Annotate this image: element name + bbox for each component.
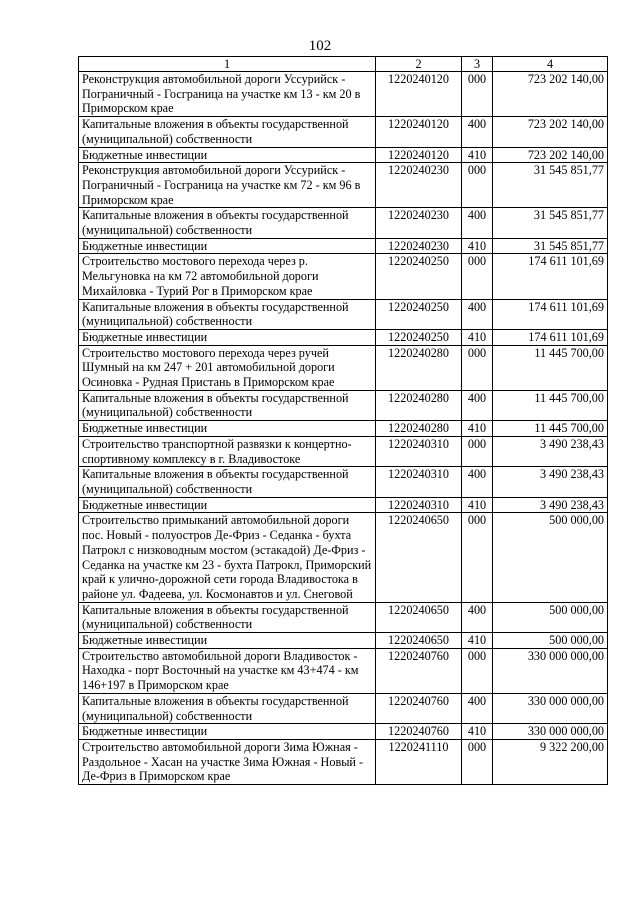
row-description: Строительство транспортной развязки к концертно-спортивному комплексу в г. Владивостоке bbox=[79, 436, 376, 466]
row-amount: 174 611 101,69 bbox=[493, 299, 608, 329]
row-expense-type: 400 bbox=[462, 299, 493, 329]
row-target-code: 1220241110 bbox=[376, 739, 462, 784]
row-target-code: 1220240310 bbox=[376, 467, 462, 497]
row-amount: 500 000,00 bbox=[493, 602, 608, 632]
row-description: Капитальные вложения в объекты государственной (муниципальной) собственности bbox=[79, 208, 376, 238]
table-row bbox=[79, 724, 608, 740]
row-expense-type: 410 bbox=[462, 329, 493, 345]
column-header: 2 bbox=[376, 57, 462, 72]
row-description: Бюджетные инвестиции bbox=[79, 724, 376, 740]
table-row bbox=[79, 648, 608, 693]
row-amount: 3 490 238,43 bbox=[493, 497, 608, 513]
row-target-code: 1220240120 bbox=[376, 117, 462, 147]
row-description: Бюджетные инвестиции bbox=[79, 497, 376, 513]
row-expense-type: 000 bbox=[462, 72, 493, 117]
row-target-code: 1220240650 bbox=[376, 602, 462, 632]
row-amount: 11 445 700,00 bbox=[493, 421, 608, 437]
row-amount: 11 445 700,00 bbox=[493, 390, 608, 420]
table-row bbox=[79, 299, 608, 329]
table-row bbox=[79, 345, 608, 390]
table-row bbox=[79, 633, 608, 649]
page-number: 102 bbox=[308, 38, 332, 54]
row-description: Бюджетные инвестиции bbox=[79, 147, 376, 163]
row-expense-type: 000 bbox=[462, 436, 493, 466]
row-expense-type: 000 bbox=[462, 648, 493, 693]
row-target-code: 1220240650 bbox=[376, 633, 462, 649]
row-amount: 31 545 851,77 bbox=[493, 208, 608, 238]
row-amount: 500 000,00 bbox=[493, 633, 608, 649]
table-row bbox=[79, 208, 608, 238]
row-target-code: 1220240280 bbox=[376, 345, 462, 390]
row-amount: 3 490 238,43 bbox=[493, 467, 608, 497]
row-target-code: 1220240250 bbox=[376, 254, 462, 299]
table-header-row bbox=[79, 57, 608, 72]
table-row bbox=[79, 497, 608, 513]
row-amount: 330 000 000,00 bbox=[493, 724, 608, 740]
column-header: 1 bbox=[79, 57, 376, 72]
row-expense-type: 000 bbox=[462, 254, 493, 299]
row-expense-type: 410 bbox=[462, 724, 493, 740]
row-description: Бюджетные инвестиции bbox=[79, 329, 376, 345]
row-description: Капитальные вложения в объекты государственной (муниципальной) собственности bbox=[79, 693, 376, 723]
table-row bbox=[79, 693, 608, 723]
row-description: Капитальные вложения в объекты государственной (муниципальной) собственности bbox=[79, 467, 376, 497]
row-description: Реконструкция автомобильной дороги Уссурийск - Пограничный - Госграница на участке км 72 - км 96 в Приморском крае bbox=[79, 163, 376, 208]
table-row bbox=[79, 467, 608, 497]
row-target-code: 1220240760 bbox=[376, 724, 462, 740]
row-expense-type: 000 bbox=[462, 163, 493, 208]
row-target-code: 1220240230 bbox=[376, 208, 462, 238]
row-expense-type: 400 bbox=[462, 117, 493, 147]
row-description: Капитальные вложения в объекты государственной (муниципальной) собственности bbox=[79, 602, 376, 632]
table-row bbox=[79, 254, 608, 299]
row-amount: 723 202 140,00 bbox=[493, 147, 608, 163]
table-row bbox=[79, 147, 608, 163]
row-description: Реконструкция автомобильной дороги Уссурийск - Пограничный - Госграница на участке км 13 - км 20 в Приморском крае bbox=[79, 72, 376, 117]
table-row bbox=[79, 390, 608, 420]
table-row bbox=[79, 421, 608, 437]
row-expense-type: 410 bbox=[462, 421, 493, 437]
row-amount: 723 202 140,00 bbox=[493, 117, 608, 147]
row-target-code: 1220240250 bbox=[376, 329, 462, 345]
row-target-code: 1220240230 bbox=[376, 163, 462, 208]
row-description: Строительство автомобильной дороги Зима Южная - Раздольное - Хасан на участке Зима Южная - Новый - Де-Фриз в Приморском крае bbox=[79, 739, 376, 784]
row-expense-type: 410 bbox=[462, 633, 493, 649]
row-description: Бюджетные инвестиции bbox=[79, 633, 376, 649]
budget-table bbox=[78, 56, 608, 785]
row-expense-type: 400 bbox=[462, 467, 493, 497]
table-row bbox=[79, 117, 608, 147]
row-target-code: 1220240250 bbox=[376, 299, 462, 329]
column-header: 4 bbox=[493, 57, 608, 72]
row-expense-type: 400 bbox=[462, 602, 493, 632]
row-description: Бюджетные инвестиции bbox=[79, 421, 376, 437]
table-row bbox=[79, 739, 608, 784]
row-amount: 174 611 101,69 bbox=[493, 254, 608, 299]
row-amount: 174 611 101,69 bbox=[493, 329, 608, 345]
row-amount: 31 545 851,77 bbox=[493, 163, 608, 208]
row-expense-type: 410 bbox=[462, 147, 493, 163]
row-amount: 723 202 140,00 bbox=[493, 72, 608, 117]
table-row bbox=[79, 513, 608, 602]
row-target-code: 1220240120 bbox=[376, 147, 462, 163]
row-expense-type: 000 bbox=[462, 345, 493, 390]
row-expense-type: 410 bbox=[462, 238, 493, 254]
row-description: Бюджетные инвестиции bbox=[79, 238, 376, 254]
row-target-code: 1220240280 bbox=[376, 390, 462, 420]
row-description: Строительство примыканий автомобильной дороги пос. Новый - полуостров Де-Фриз - Седанка - бухта Патрокл с низководным мостом (эстакадой) Де-Фриз - Седанка на участке км 23 - бухта Патрокл, Приморский край к улично-дорожной сети города Владивостока в районе ул. Фадеева, ул. Космонавтов и ул. Снеговой bbox=[79, 513, 376, 602]
row-target-code: 1220240310 bbox=[376, 436, 462, 466]
column-header: 3 bbox=[462, 57, 493, 72]
row-expense-type: 000 bbox=[462, 513, 493, 602]
table-row bbox=[79, 163, 608, 208]
row-target-code: 1220240280 bbox=[376, 421, 462, 437]
row-amount: 11 445 700,00 bbox=[493, 345, 608, 390]
row-amount: 3 490 238,43 bbox=[493, 436, 608, 466]
row-expense-type: 400 bbox=[462, 208, 493, 238]
row-target-code: 1220240760 bbox=[376, 648, 462, 693]
row-amount: 9 322 200,00 bbox=[493, 739, 608, 784]
row-description: Строительство мостового перехода через р. Мельгуновка на км 72 автомобильной дороги Михайловка - Турий Рог в Приморском крае bbox=[79, 254, 376, 299]
table-row bbox=[79, 238, 608, 254]
table-row bbox=[79, 72, 608, 117]
row-target-code: 1220240230 bbox=[376, 238, 462, 254]
row-target-code: 1220240310 bbox=[376, 497, 462, 513]
row-target-code: 1220240120 bbox=[376, 72, 462, 117]
row-expense-type: 400 bbox=[462, 390, 493, 420]
row-expense-type: 000 bbox=[462, 739, 493, 784]
row-target-code: 1220240760 bbox=[376, 693, 462, 723]
row-expense-type: 400 bbox=[462, 693, 493, 723]
row-target-code: 1220240650 bbox=[376, 513, 462, 602]
row-description: Строительство автомобильной дороги Владивосток - Находка - порт Восточный на участке км 43+474 - км 146+197 в Приморском крае bbox=[79, 648, 376, 693]
row-expense-type: 410 bbox=[462, 497, 493, 513]
row-amount: 31 545 851,77 bbox=[493, 238, 608, 254]
row-description: Капитальные вложения в объекты государственной (муниципальной) собственности bbox=[79, 117, 376, 147]
table-row bbox=[79, 329, 608, 345]
row-amount: 330 000 000,00 bbox=[493, 693, 608, 723]
row-amount: 330 000 000,00 bbox=[493, 648, 608, 693]
row-description: Строительство мостового перехода через ручей Шумный на км 247 + 201 автомобильной дороги Осиновка - Рудная Пристань в Приморском крае bbox=[79, 345, 376, 390]
table-row bbox=[79, 602, 608, 632]
table-row bbox=[79, 436, 608, 466]
row-description: Капитальные вложения в объекты государственной (муниципальной) собственности bbox=[79, 299, 376, 329]
row-amount: 500 000,00 bbox=[493, 513, 608, 602]
row-description: Капитальные вложения в объекты государственной (муниципальной) собственности bbox=[79, 390, 376, 420]
